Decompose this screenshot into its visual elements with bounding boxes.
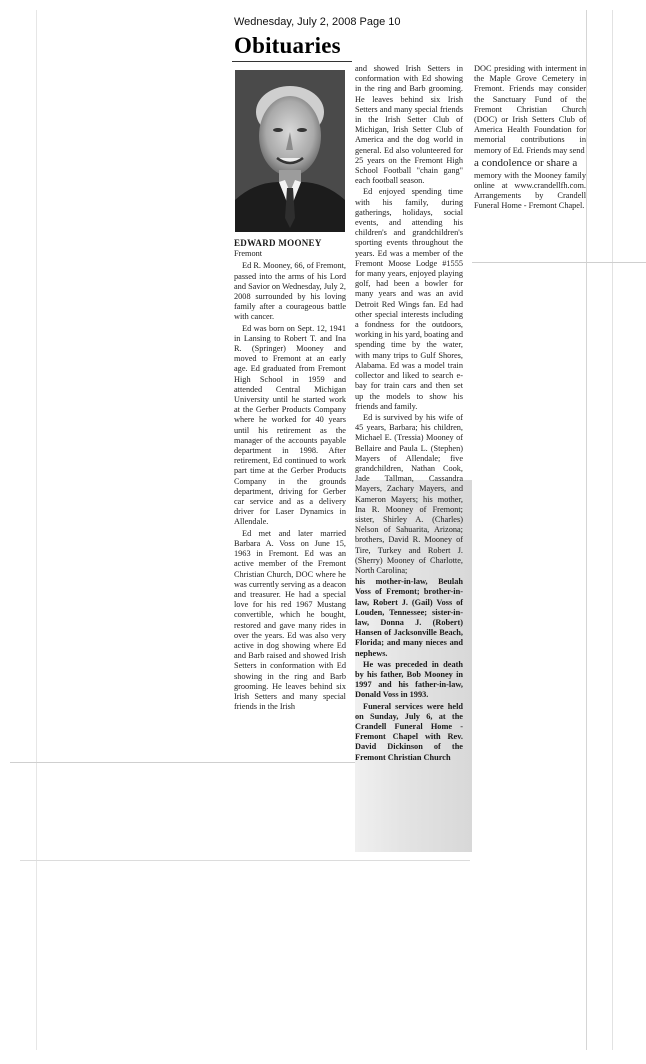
deceased-town: Fremont: [234, 249, 263, 259]
paragraph: his mother-in-law, Beulah Voss of Fremont; brother-in-law, Robert J. (Gail) Voss of Louden, Tennessee; sister-in-law, Donna J. (Robert) Hansen of Jacksonville Beach, Florida; and many nieces and nephews.: [355, 577, 463, 658]
portrait-photo: [235, 70, 345, 232]
obituary-column-1: [234, 238, 346, 713]
paragraph: a condolence or share a: [474, 156, 578, 169]
section-title: Obituaries: [234, 33, 341, 58]
deceased-name: EDWARD MOONEY: [234, 238, 322, 248]
obituary-column-3: [474, 64, 586, 213]
scan-line-bottom: [20, 860, 470, 861]
obituary-column-2: [355, 64, 463, 764]
paragraph: Ed R. Mooney, 66, of Fremont, passed into the arms of his Lord and Savior on Wednesday, July 2, 2008 surrounded by his loving family after a courageous battle with cancer.: [234, 261, 346, 322]
scan-edge-left: [36, 10, 37, 1050]
paragraph: Ed enjoyed spending time with his family, during gatherings, holidays, social events, and attending his children's and grandchildren's sporting events throughout the years. Ed was a member of the Fremont Moose Lodge #1555 for many years, enjoyed playing golf, had been a bowler for many years and was an avid Detroit Red Wings fan. Ed had other special interests including a fondness for the outdoors, working in his yard, boating and spending time by the water, with many trips to Gulf Shores, Alabama. Ed was a model train collector and liked to search e-bay for train cars and then set up the models to show his friends and family.: [355, 187, 463, 411]
title-rule: [232, 61, 352, 62]
paragraph: and showed Irish Setters in conformation with Ed showing in the ring and Barb grooming. He leaves behind six Irish Setters and many special friends in the Irish Setter Club of Michigan, Irish Setter Club of America and the dog world in general. Ed also volunteered for 25 years on the Fremont High School Football "chain gang" each football season.: [355, 64, 463, 186]
portrait-image: [235, 70, 345, 232]
paragraph: Funeral services were held on Sunday, July 6, at the Crandell Funeral Home - Fremont Chapel with Rev. David Dickinson of the Fremont Christian Church: [355, 701, 463, 762]
scan-edge-right-outer: [612, 10, 613, 1050]
paragraph: Ed met and later married Barbara A. Voss on June 15, 1963 in Fremont. Ed was an active member of the Fremont Christian Church, DOC where he was currently serving as a deacon and treasurer. He had a special love for his red 1967 Mustang convertible, which he bought, restored and gave many rides in over the years. Ed was also very active in dog showing where Ed and Barb raised and showed Irish Setters in conformation with Ed showing in the ring and Barb grooming. He leaves behind six Irish Setters and many special friends in the Irish: [234, 528, 346, 712]
paragraph: Ed was born on Sept. 12, 1941 in Lansing to Robert T. and Ina R. (Springer) Mooney and moved to Fremont at an early age. Ed graduated from Fremont High School in 1959 and attended Central Michigan University until he started work at the Gerber Products Company where he worked for 40 years until his retirement as the manager of the accounts payable department in 1998. After retirement, Ed continued to work part time at the Gerber Products Company in the grounds department, driving for Gerber car service and as a delivery driver for Laser Dynamics in Allendale.: [234, 323, 346, 527]
scan-edge-right: [586, 10, 587, 1050]
paragraph: He was preceded in death by his father, Bob Mooney in 1997 and his father-in-law, Donald Voss in 1993.: [355, 659, 463, 700]
scan-line-left: [10, 762, 355, 763]
page-dateline: Wednesday, July 2, 2008 Page 10: [234, 16, 401, 28]
paragraph: Ed is survived by his wife of 45 years, Barbara; his children, Michael E. (Tressia) Mooney of Bellaire and Paula L. (Stephen) Mayers of Allendale; five grandchildren, Nathan Cook, Jade Tallman, Cassandra Mayers, Zachary Mayers, and Kameron Mayers; his mother, Ina R. Mooney of Fremont; sister, Shirley A. (Charles) Nelson of Sahuarita, Arizona; brothers, David R. Mooney of Tire, Turkey and Robert J. (Sherry) Mooney of Charlotte, North Carolina;: [355, 412, 463, 575]
scan-line-right: [472, 262, 646, 263]
paragraph: memory with the Mooney family online at www.crandellfh.com. Arrangements by Crandell Funeral Home - Fremont Chapel.: [474, 170, 586, 211]
paragraph: DOC presiding with interment in the Maple Grove Cemetery in Fremont. Friends may consider the Sanctuary Fund of the Fremont Christian Church (DOC) or Irish Setters Club of America Health Foundation for memorial contributions in memory of Ed. Friends may send: [474, 64, 586, 155]
